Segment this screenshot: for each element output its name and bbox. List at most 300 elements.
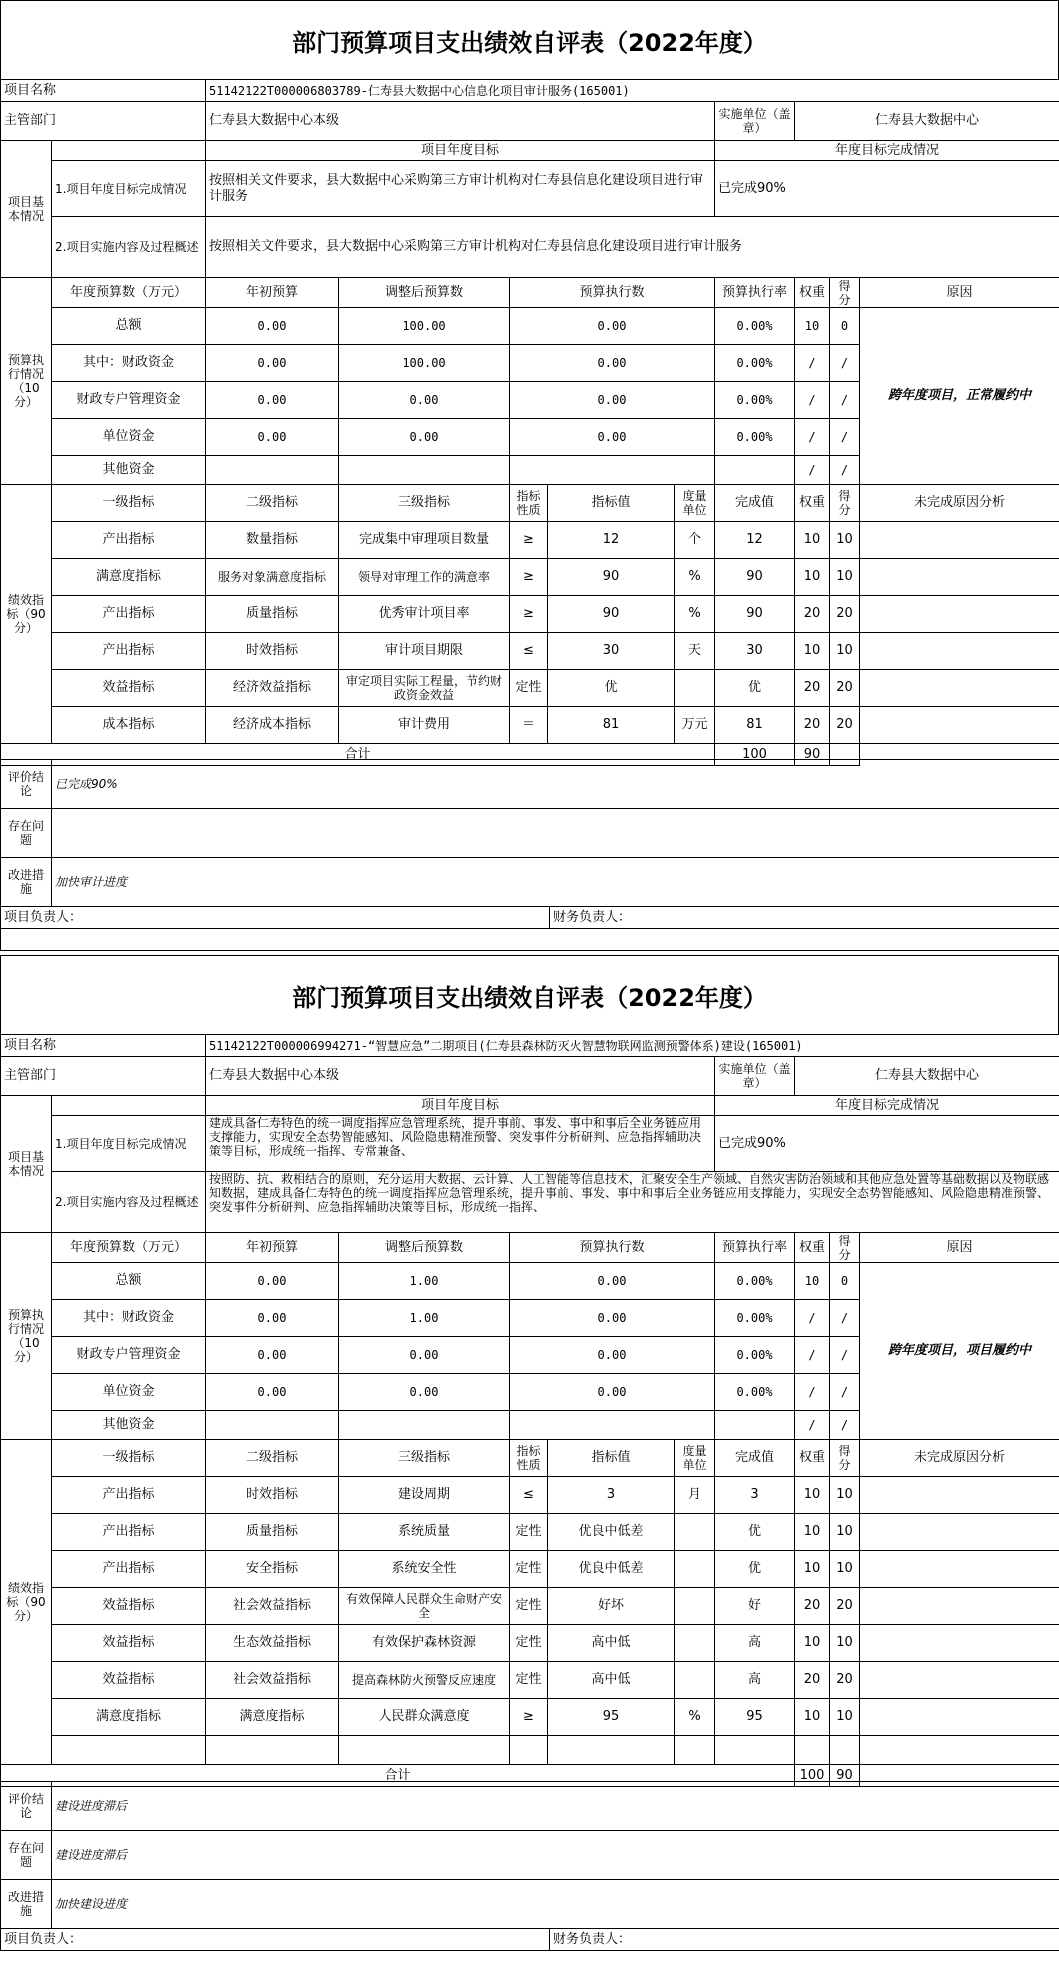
perf-cell: 产出指标 — [52, 1514, 206, 1551]
dept-label: 主管部门 — [1, 1057, 206, 1096]
impl-unit-label: 实施单位（盖章） — [715, 102, 795, 141]
perf-cell: 有效保护森林资源 — [339, 1625, 510, 1662]
project-name-label: 项目名称 — [1, 80, 206, 102]
perf-cell: 10 — [795, 1551, 830, 1588]
perf-cell: 社会效益指标 — [206, 1662, 339, 1699]
perf-header: 未完成原因分析 — [860, 485, 1059, 522]
perf-cell: 10 — [830, 1477, 860, 1514]
improve-text: 加快审计进度 — [52, 858, 1059, 907]
budget-cell: / — [830, 1337, 860, 1374]
perf-cell: 90 — [715, 596, 795, 633]
budget-header: 权重 — [795, 1233, 830, 1263]
perf-cell — [339, 1736, 510, 1765]
budget-row-label: 其他资金 — [52, 1411, 206, 1440]
budget-cell: 0.00% — [715, 1337, 795, 1374]
perf-cell — [715, 1736, 795, 1765]
budget-cell: 0.00 — [510, 308, 715, 345]
perf-cell — [675, 670, 715, 707]
impl-unit-label: 实施单位（盖章） — [715, 1057, 795, 1096]
budget-cell: 0.00% — [715, 1300, 795, 1337]
budget-header: 年初预算 — [206, 1233, 339, 1263]
budget-cell — [715, 456, 795, 485]
perf-cell: 10 — [830, 559, 860, 596]
budget-cell: / — [795, 382, 830, 419]
budget-cell — [206, 456, 339, 485]
goal-text: 按照相关文件要求，县大数据中心采购第三方审计机构对仁寿县信息化建设项目进行审计服务 — [206, 161, 715, 217]
budget-cell: / — [830, 419, 860, 456]
goal-item-label: 1.项目年度目标完成情况 — [52, 161, 206, 217]
budget-table — [0, 277, 1059, 485]
perf-cell: 生态效益指标 — [206, 1625, 339, 1662]
total-label: 合计 — [1, 744, 715, 766]
impl-text: 按照相关文件要求，县大数据中心采购第三方审计机构对仁寿县信息化建设项目进行审计服务 — [206, 217, 1059, 278]
perf-cell — [675, 1662, 715, 1699]
perf-cell: 产出指标 — [52, 1551, 206, 1588]
budget-header: 预算执行数 — [510, 1233, 715, 1263]
perf-cell — [206, 1736, 339, 1765]
sheet-title: 部门预算项目支出绩效自评表（2022年度） — [0, 955, 1059, 1035]
perf-section-label: 绩效指标（90分） — [1, 485, 52, 744]
perf-cell: 20 — [830, 707, 860, 744]
project-leader-label: 项目负责人： — [1, 1929, 550, 1951]
perf-cell: 90 — [715, 559, 795, 596]
issue-text — [52, 809, 1059, 858]
budget-header: 权重 — [795, 278, 830, 308]
perf-cell: 建设周期 — [339, 1477, 510, 1514]
eval-label: 评价结论 — [1, 760, 52, 809]
budget-cell: 0.00% — [715, 1374, 795, 1411]
budget-cell: 10 — [795, 1263, 830, 1300]
budget-row-label: 其中：财政资金 — [52, 345, 206, 382]
perf-header: 三级指标 — [339, 485, 510, 522]
goal-header: 项目年度目标 — [206, 141, 715, 161]
budget-cell: 1.00 — [339, 1300, 510, 1337]
perf-header: 二级指标 — [206, 485, 339, 522]
perf-cell: 95 — [715, 1699, 795, 1736]
perf-cell: 20 — [795, 707, 830, 744]
perf-cell: 10 — [830, 633, 860, 670]
perf-reason-cell — [860, 596, 1059, 633]
budget-cell: 0.00 — [206, 382, 339, 419]
budget-row-label: 单位资金 — [52, 1374, 206, 1411]
budget-cell: 0.00 — [206, 1263, 339, 1300]
perf-cell: % — [675, 1699, 715, 1736]
perf-cell: 81 — [715, 707, 795, 744]
perf-cell: 优 — [715, 1551, 795, 1588]
perf-cell: 10 — [795, 559, 830, 596]
perf-cell: 20 — [795, 670, 830, 707]
goal-completion: 已完成90% — [715, 161, 1059, 217]
budget-header: 预算执行数 — [510, 278, 715, 308]
budget-cell: 100.00 — [339, 308, 510, 345]
perf-cell: 优 — [715, 670, 795, 707]
budget-header: 调整后预算数 — [339, 278, 510, 308]
finance-leader-label: 财务负责人： — [550, 907, 1059, 929]
budget-row-label: 其中：财政资金 — [52, 1300, 206, 1337]
perf-cell: 3 — [548, 1477, 675, 1514]
perf-header: 度量单位 — [675, 1440, 715, 1477]
perf-cell: 20 — [830, 1662, 860, 1699]
budget-cell: / — [795, 345, 830, 382]
eval-text: 建设进度滞后 — [52, 1782, 1059, 1831]
perf-cell — [52, 1736, 206, 1765]
budget-cell: 0.00 — [510, 1374, 715, 1411]
project-name: 51142122T000006994271-“智慧应急”二期项目(仁寿县森林防灭火智慧物联网监测预警体系)建设(165001) — [206, 1035, 1059, 1057]
impl-text — [206, 1172, 1059, 1233]
budget-cell: 0.00 — [206, 308, 339, 345]
perf-cell: 10 — [830, 1514, 860, 1551]
budget-cell: / — [795, 419, 830, 456]
perf-cell: 20 — [830, 596, 860, 633]
perf-cell: 数量指标 — [206, 522, 339, 559]
budget-reason: 跨年度项目，项目履约中 — [860, 1263, 1059, 1440]
perf-cell: 90 — [548, 596, 675, 633]
budget-cell: 0.00% — [715, 308, 795, 345]
perf-cell: 审定项目实际工程量，节约财政资金效益 — [339, 670, 510, 707]
perf-cell: 产出指标 — [52, 522, 206, 559]
improve-text: 加快建设进度 — [52, 1880, 1059, 1929]
perf-cell: 产出指标 — [52, 596, 206, 633]
budget-header: 原因 — [860, 278, 1059, 308]
budget-cell: / — [830, 456, 860, 485]
basic-label: 项目基本情况 — [1, 1096, 52, 1233]
perf-cell: 人民群众满意度 — [339, 1699, 510, 1736]
impl-text-content: 按照防、抗、救相结合的原则，充分运用大数据、云计算、人工智能等信息技术，汇聚安全生产领域、自然灾害防治领域和其他应急处置等基础数据以及物联感知数据，建成具备仁寿特色的统一调度指挥应急管理系统，提升事前、事发、事中和事后全业务链应用支撑能力，实现安全态势智能感知、风险隐患精准预警、突发事件分析研判、应急指挥辅助决策等目标，形成统一指挥、 — [209, 1172, 1050, 1214]
budget-header: 得分 — [830, 278, 860, 308]
impl-unit: 仁寿县大数据中心 — [795, 1057, 1059, 1096]
perf-reason-cell — [860, 1477, 1059, 1514]
perf-cell: 满意度指标 — [52, 559, 206, 596]
budget-cell: 0.00% — [715, 382, 795, 419]
perf-cell: 30 — [715, 633, 795, 670]
perf-cell: % — [675, 559, 715, 596]
perf-cell: ≥ — [510, 522, 548, 559]
perf-cell: 20 — [795, 1588, 830, 1625]
perf-cell — [830, 1736, 860, 1765]
impl-unit: 仁寿县大数据中心 — [795, 102, 1059, 141]
goal-completion: 已完成90% — [715, 1116, 1059, 1172]
perf-cell: 天 — [675, 633, 715, 670]
perf-reason-cell — [860, 707, 1059, 744]
goal-item-label: 1.项目年度目标完成情况 — [52, 1116, 206, 1172]
perf-header: 一级指标 — [52, 1440, 206, 1477]
perf-cell: 质量指标 — [206, 596, 339, 633]
perf-header: 一级指标 — [52, 485, 206, 522]
perf-cell: 服务对象满意度指标 — [206, 559, 339, 596]
eval-label: 评价结论 — [1, 1782, 52, 1831]
perf-cell: 10 — [795, 1699, 830, 1736]
budget-cell — [206, 1411, 339, 1440]
perf-header: 未完成原因分析 — [860, 1440, 1059, 1477]
perf-header: 完成值 — [715, 485, 795, 522]
perf-cell: 定性 — [510, 1551, 548, 1588]
impl-item-label: 2.项目实施内容及过程概述 — [52, 1172, 206, 1233]
perf-cell: 81 — [548, 707, 675, 744]
perf-cell: 10 — [830, 1625, 860, 1662]
budget-row-label: 总额 — [52, 1263, 206, 1300]
completion-header: 年度目标完成情况 — [715, 1096, 1059, 1116]
issue-label: 存在问题 — [1, 1831, 52, 1880]
budget-reason: 跨年度项目，正常履约中 — [860, 308, 1059, 485]
perf-cell: ≥ — [510, 596, 548, 633]
budget-cell: / — [795, 1374, 830, 1411]
budget-cell: 0 — [830, 308, 860, 345]
finance-leader-label: 财务负责人： — [550, 1929, 1059, 1951]
perf-cell — [510, 1736, 548, 1765]
budget-row-label: 单位资金 — [52, 419, 206, 456]
budget-row-label: 财政专户管理资金 — [52, 1337, 206, 1374]
perf-cell: 审计项目期限 — [339, 633, 510, 670]
perf-table — [0, 1439, 1059, 1787]
perf-cell: % — [675, 596, 715, 633]
perf-cell: 12 — [548, 522, 675, 559]
budget-section-label: 预算执行情况（10分） — [1, 278, 52, 485]
perf-cell — [675, 1736, 715, 1765]
perf-cell: 高中低 — [548, 1625, 675, 1662]
dept-label: 主管部门 — [1, 102, 206, 141]
perf-section-label: 绩效指标（90分） — [1, 1440, 52, 1765]
perf-cell: 定性 — [510, 1588, 548, 1625]
total-label: 合计 — [1, 1765, 795, 1787]
budget-cell: 10 — [795, 308, 830, 345]
budget-cell: 0.00 — [339, 382, 510, 419]
perf-cell: 优 — [715, 1514, 795, 1551]
perf-cell: 好坏 — [548, 1588, 675, 1625]
budget-row-label: 财政专户管理资金 — [52, 382, 206, 419]
budget-cell: 0.00 — [206, 1337, 339, 1374]
perf-cell: 20 — [795, 1662, 830, 1699]
budget-cell: 0.00 — [206, 419, 339, 456]
budget-cell: 0.00% — [715, 1263, 795, 1300]
perf-cell: 优秀审计项目率 — [339, 596, 510, 633]
sheet-title: 部门预算项目支出绩效自评表（2022年度） — [0, 0, 1059, 80]
perf-cell: 30 — [548, 633, 675, 670]
perf-header: 权重 — [795, 1440, 830, 1477]
perf-cell: 定性 — [510, 1662, 548, 1699]
budget-cell: / — [795, 456, 830, 485]
total-score: 90 — [795, 744, 830, 766]
perf-cell — [675, 1588, 715, 1625]
perf-reason-cell — [860, 1699, 1059, 1736]
budget-section-label: 预算执行情况（10分） — [1, 1233, 52, 1440]
perf-cell: 审计费用 — [339, 707, 510, 744]
perf-cell: 20 — [830, 670, 860, 707]
perf-cell: 10 — [795, 1477, 830, 1514]
perf-reason-cell — [860, 1551, 1059, 1588]
perf-cell: ≤ — [510, 1477, 548, 1514]
perf-cell: 满意度指标 — [206, 1699, 339, 1736]
budget-header: 年度预算数（万元） — [52, 278, 206, 308]
perf-cell: ≥ — [510, 1699, 548, 1736]
budget-header: 年初预算 — [206, 278, 339, 308]
perf-cell: 效益指标 — [52, 1588, 206, 1625]
perf-cell: 高 — [715, 1662, 795, 1699]
perf-cell: 3 — [715, 1477, 795, 1514]
perf-cell: 系统安全性 — [339, 1551, 510, 1588]
dept: 仁寿县大数据中心本级 — [206, 1057, 715, 1096]
budget-cell: 0.00 — [206, 1300, 339, 1337]
dept: 仁寿县大数据中心本级 — [206, 102, 715, 141]
perf-cell: 10 — [795, 1625, 830, 1662]
perf-header: 权重 — [795, 485, 830, 522]
budget-cell: 0.00 — [206, 1374, 339, 1411]
budget-header: 调整后预算数 — [339, 1233, 510, 1263]
perf-cell: ＝ — [510, 707, 548, 744]
perf-cell: 10 — [830, 1551, 860, 1588]
basic-label: 项目基本情况 — [1, 141, 52, 278]
budget-header: 预算执行率 — [715, 1233, 795, 1263]
budget-cell: 0.00 — [510, 1337, 715, 1374]
budget-cell: 0.00 — [339, 1337, 510, 1374]
header-table — [0, 1034, 1059, 1096]
perf-cell: 95 — [548, 1699, 675, 1736]
perf-cell: ≤ — [510, 633, 548, 670]
perf-cell: 定性 — [510, 1625, 548, 1662]
budget-cell: 0.00 — [510, 419, 715, 456]
perf-cell: 10 — [830, 522, 860, 559]
perf-cell: 20 — [795, 596, 830, 633]
eval-table — [0, 1781, 1059, 1951]
budget-cell: 1.00 — [339, 1263, 510, 1300]
budget-cell: 0.00 — [339, 1374, 510, 1411]
budget-cell: / — [830, 1411, 860, 1440]
perf-cell: 满意度指标 — [52, 1699, 206, 1736]
budget-header: 原因 — [860, 1233, 1059, 1263]
budget-cell: 0.00 — [510, 345, 715, 382]
perf-cell: 月 — [675, 1477, 715, 1514]
perf-cell: 经济成本指标 — [206, 707, 339, 744]
perf-cell: 产出指标 — [52, 1477, 206, 1514]
perf-cell: 效益指标 — [52, 670, 206, 707]
budget-header: 得分 — [830, 1233, 860, 1263]
perf-cell: 质量指标 — [206, 1514, 339, 1551]
budget-cell: 0.00% — [715, 419, 795, 456]
perf-cell: 高中低 — [548, 1662, 675, 1699]
budget-cell: / — [830, 1300, 860, 1337]
total-weight: 100 — [715, 744, 795, 766]
perf-cell: 10 — [830, 1699, 860, 1736]
issue-label: 存在问题 — [1, 809, 52, 858]
budget-cell — [510, 1411, 715, 1440]
perf-cell: 20 — [830, 1588, 860, 1625]
perf-cell — [675, 1625, 715, 1662]
perf-cell: 时效指标 — [206, 1477, 339, 1514]
completion-header: 年度目标完成情况 — [715, 141, 1059, 161]
perf-cell: 效益指标 — [52, 1662, 206, 1699]
perf-cell: 完成集中审理项目数量 — [339, 522, 510, 559]
perf-cell: 优良中低差 — [548, 1551, 675, 1588]
perf-cell — [795, 1736, 830, 1765]
basic-table — [0, 1095, 1059, 1233]
perf-cell: 经济效益指标 — [206, 670, 339, 707]
perf-header: 得分 — [830, 485, 860, 522]
perf-reason-cell — [860, 1625, 1059, 1662]
perf-reason-cell — [860, 1736, 1059, 1765]
perf-cell — [675, 1514, 715, 1551]
perf-cell: 定性 — [510, 670, 548, 707]
eval-table — [0, 759, 1059, 951]
perf-cell: 有效保障人民群众生命财产安全 — [339, 1588, 510, 1625]
perf-cell — [548, 1736, 675, 1765]
budget-header: 年度预算数（万元） — [52, 1233, 206, 1263]
budget-cell — [715, 1411, 795, 1440]
perf-reason-cell — [860, 670, 1059, 707]
perf-cell: 10 — [795, 522, 830, 559]
perf-reason-cell — [860, 1588, 1059, 1625]
goal-header: 项目年度目标 — [206, 1096, 715, 1116]
budget-cell: 0 — [830, 1263, 860, 1300]
budget-cell: / — [795, 1337, 830, 1374]
perf-cell: 90 — [548, 559, 675, 596]
budget-cell: 0.00 — [510, 1263, 715, 1300]
perf-cell: 社会效益指标 — [206, 1588, 339, 1625]
perf-cell: 10 — [795, 633, 830, 670]
perf-header: 二级指标 — [206, 1440, 339, 1477]
budget-header: 预算执行率 — [715, 278, 795, 308]
budget-cell: / — [830, 1374, 860, 1411]
perf-cell: 优良中低差 — [548, 1514, 675, 1551]
goal-text-content: 建成具备仁寿特色的统一调度指挥应急管理系统，提升事前、事发、事中和事后全业务链应用支撑能力，实现安全态势智能感知、风险隐患精准预警、突发事件分析研判、应急指挥辅助决策等目标，形成统一指挥、专常兼备、 — [209, 1116, 702, 1158]
perf-header: 完成值 — [715, 1440, 795, 1477]
perf-cell: 安全指标 — [206, 1551, 339, 1588]
perf-cell: 优 — [548, 670, 675, 707]
perf-cell: 10 — [795, 1514, 830, 1551]
perf-cell: 12 — [715, 522, 795, 559]
perf-header: 指标性质 — [510, 1440, 548, 1477]
perf-cell: 提高森林防火预警反应速度 — [339, 1662, 510, 1699]
perf-cell: 好 — [715, 1588, 795, 1625]
budget-cell: 0.00 — [510, 382, 715, 419]
budget-row-label: 总额 — [52, 308, 206, 345]
issue-text: 建设进度滞后 — [52, 1831, 1059, 1880]
perf-cell — [675, 1551, 715, 1588]
project-leader-label: 项目负责人： — [1, 907, 550, 929]
perf-table — [0, 484, 1059, 766]
perf-cell: 时效指标 — [206, 633, 339, 670]
perf-cell: 定性 — [510, 1514, 548, 1551]
budget-cell — [510, 456, 715, 485]
budget-cell — [339, 456, 510, 485]
total-score: 90 — [830, 1765, 860, 1787]
budget-cell: / — [830, 345, 860, 382]
budget-cell: 0.00% — [715, 345, 795, 382]
budget-cell: 0.00 — [339, 419, 510, 456]
perf-cell: 系统质量 — [339, 1514, 510, 1551]
budget-cell — [339, 1411, 510, 1440]
perf-reason-cell — [860, 522, 1059, 559]
perf-cell: 产出指标 — [52, 633, 206, 670]
budget-cell: 100.00 — [339, 345, 510, 382]
project-name-label: 项目名称 — [1, 1035, 206, 1057]
improve-label: 改进措施 — [1, 858, 52, 907]
perf-header: 度量单位 — [675, 485, 715, 522]
perf-cell: 高 — [715, 1625, 795, 1662]
perf-header: 指标值 — [548, 485, 675, 522]
perf-cell: 个 — [675, 522, 715, 559]
perf-reason-cell — [860, 633, 1059, 670]
perf-header: 指标性质 — [510, 485, 548, 522]
goal-text — [206, 1116, 715, 1172]
perf-cell: 万元 — [675, 707, 715, 744]
project-name: 51142122T000006803789-仁寿县大数据中心信息化项目审计服务(165001) — [206, 80, 1059, 102]
perf-cell: ≥ — [510, 559, 548, 596]
perf-header: 三级指标 — [339, 1440, 510, 1477]
perf-reason-cell — [860, 1662, 1059, 1699]
perf-header: 指标值 — [548, 1440, 675, 1477]
budget-table — [0, 1232, 1059, 1440]
budget-cell: / — [830, 382, 860, 419]
perf-reason-cell — [860, 559, 1059, 596]
